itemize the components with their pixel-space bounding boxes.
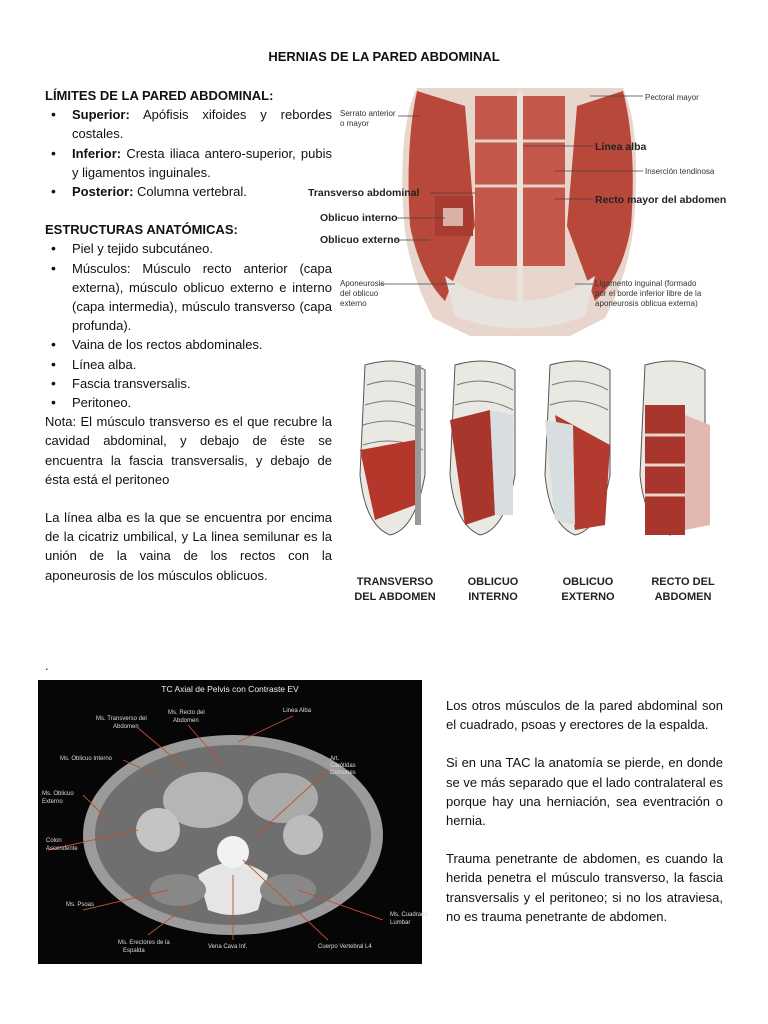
list-item: • Vaina de los rectos abdominales. (45, 335, 332, 354)
label-transverso: Transverso abdominal (308, 187, 420, 199)
caption-transverso-1: TRANSVERSO (356, 576, 434, 588)
ct-label-transverso-2: Abdomen (113, 724, 139, 730)
label-insercion: Inserción tendinosa (645, 167, 715, 176)
linea-alba-paragraph: La línea alba es la que se encuentra por encima de la cicatriz umbilical, y La linea semilunar es la unión de la vaina de los rectos con la aponeurosis de los músculos oblicuos. (45, 510, 332, 583)
list-item: • Músculos: Músculo recto anterior (capa externa), músculo oblicuo externo e interno (capa intermedia), músculo transverso (capa profunda). (45, 259, 332, 336)
list-item: • Peritoneo. (45, 393, 332, 412)
ribcage-recto (640, 361, 710, 535)
abdominal-wall-figure (305, 86, 730, 336)
ribcage-oblicuo-externo (545, 361, 610, 535)
label-recto: Recto mayor del abdomen (595, 194, 727, 206)
caption-recto-2: ABDOMEN (654, 591, 712, 603)
label-aponeurosis-2: del oblicuo (340, 289, 379, 298)
limit-text: Columna vertebral. (133, 184, 247, 200)
ct-label-oblicuo-externo-1: Ms. Oblicuo (42, 791, 74, 797)
caption-oblicuo-interno-2: INTERNO (468, 591, 518, 603)
limit-label: Inferior: (72, 145, 122, 161)
muscle-layers-figure (345, 355, 725, 605)
label-serrato2: o mayor (340, 119, 369, 128)
label-ligamento-3: aponeurosis oblicua externa) (595, 299, 698, 308)
label-aponeurosis-3: externo (340, 299, 367, 308)
paragraph-trauma: Trauma penetrante de abdomen, es cuando la herida penetra el músculo transverso, la fascia transversalis y el peritoneo; si no los atraviesa, no es trauma penetrante de abdomen. (446, 851, 723, 924)
ribcage-transverso (360, 361, 425, 535)
ct-label-cuadrado-1: Ms. Cuadrado (390, 912, 428, 918)
right-column (446, 696, 723, 945)
caption-oblicuo-externo-2: EXTERNO (561, 591, 615, 603)
limits-heading: LÍMITES DE LA PARED ABDOMINAL: (45, 88, 274, 103)
ct-label-cuerpo-vertebral: Cuerpo Vertebral L4 (318, 944, 372, 950)
label-linea-alba: Línea alba (595, 141, 647, 153)
limit-text: Cresta iliaca antero-superior, pubis y ligamentos inguinales. (72, 145, 332, 180)
separator-dot: . (45, 658, 49, 673)
ct-label-transverso-1: Ms. Transverso del (96, 716, 147, 722)
list-item (45, 105, 332, 143)
ct-label-arteria-2: Carótidas (330, 763, 356, 769)
paragraph-tac: Si en una TAC la anatomía se pierde, en donde se ve más separado que el lado contralateral es porque hay una herniación, sea eventración o hernia. (446, 755, 723, 829)
label-aponeurosis-1: Aponeurosis (340, 279, 385, 288)
limit-label: Superior: (72, 107, 130, 123)
structures-list (45, 239, 332, 412)
ct-label-erectores-2: Espalda (123, 948, 145, 954)
caption-recto-1: RECTO DEL (651, 576, 715, 588)
list-item (45, 144, 332, 182)
list-item: • Piel y tejido subcutáneo. (45, 239, 332, 258)
ct-label-recto-2: Abdomen (173, 718, 199, 724)
left-column (45, 86, 332, 585)
structures-heading: ESTRUCTURAS ANATÓMICAS: (45, 222, 238, 238)
ct-label-oblicuo-externo-2: Externo (42, 799, 63, 805)
label-ligamento-2: por el borde inferior libre de la (595, 289, 702, 298)
list-item (45, 182, 332, 201)
ct-label-cuadrado-2: Lumbar (390, 920, 411, 926)
list-item: • Fascia transversalis. (45, 374, 332, 393)
caption-oblicuo-externo-1: OBLICUO (562, 576, 614, 588)
ct-label-arteria-1: Art. (330, 756, 340, 762)
ct-label-colon-1: Colon (46, 838, 62, 844)
label-pectoral: Pectoral mayor (645, 93, 699, 102)
note-paragraph: Nota: El músculo transverso es el que recubre la cavidad abdominal, y debajo de éste se encuentra la fascia transversalis, y debajo de ésta está el peritoneo (45, 414, 332, 487)
ct-label-arteria-3: Comunes (330, 770, 356, 776)
ct-label-oblicuo-interno: Ms. Oblicuo Interno (60, 756, 113, 762)
limit-label: Posterior: (72, 184, 134, 200)
ct-label-vena-cava: Vena Cava Inf. (208, 944, 248, 950)
paragraph-otros-musculos: Los otros músculos de la pared abdominal son el cuadrado, psoas y erectores de la espalda. (446, 698, 723, 733)
ct-title: TC Axial de Pelvis con Contraste EV (161, 684, 299, 694)
limit-text: Apófisis xifoides y rebordes costales. (72, 107, 332, 142)
ct-label-erectores-1: Ms. Erectores de la (118, 940, 170, 946)
caption-transverso-2: DEL ABDOMEN (354, 591, 436, 603)
page-title: HERNIAS DE LA PARED ABDOMINAL (268, 49, 500, 64)
label-serrato: Serrato anterior (340, 109, 396, 118)
list-item: • Línea alba. (45, 355, 332, 374)
ct-scan-figure (38, 680, 428, 964)
ct-label-linea-alba: Linea Alba (283, 708, 312, 714)
caption-oblicuo-interno-1: OBLICUO (467, 576, 519, 588)
ct-label-colon-2: Ascendente (46, 846, 78, 852)
label-oblicuo-interno: Oblicuo interno (320, 212, 398, 224)
ribcage-oblicuo-interno (450, 361, 515, 535)
label-ligamento-1: Ligamento inguinal (formado (595, 279, 697, 288)
ct-label-recto-1: Ms. Recto del (168, 710, 205, 716)
limits-list (45, 105, 332, 201)
ct-label-psoas: Ms. Psoas (66, 902, 95, 908)
label-oblicuo-externo: Oblicuo externo (320, 234, 400, 246)
